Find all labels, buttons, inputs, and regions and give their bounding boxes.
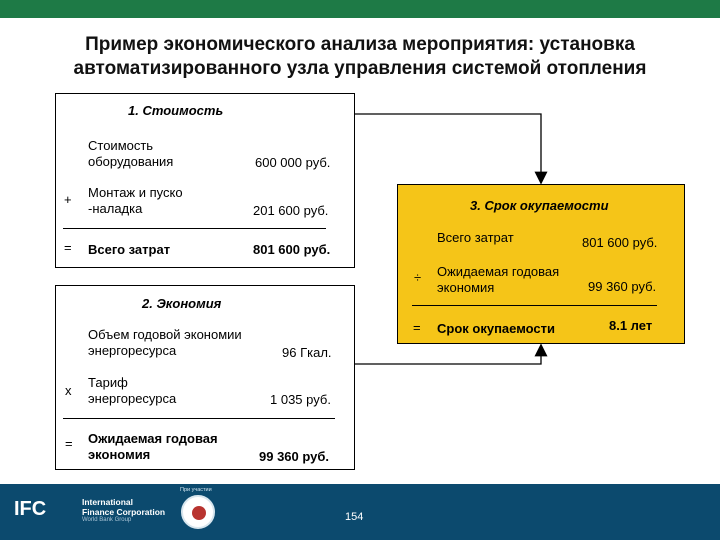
- savings-box-header: 2. Экономия: [142, 296, 222, 311]
- savings-row-volume-value: 96 Гкал.: [282, 345, 332, 360]
- payback-row-result-label: Срок окупаемости: [437, 321, 556, 336]
- savings-divider: [63, 418, 335, 419]
- cost-row-total-label: Всего затрат: [88, 242, 171, 257]
- cost-box-header: 1. Стоимость: [128, 103, 224, 118]
- ifc-org-line1: International: [82, 497, 134, 507]
- payback-row-savings-label: Ожидаемая годовая экономия: [437, 264, 560, 295]
- ifc-org-line2: Finance Corporation: [82, 507, 166, 517]
- cost-row-total-op: =: [64, 240, 72, 255]
- savings-row-expected-value: 99 360 руб.: [259, 449, 330, 464]
- cost-row-install-label: Монтаж и пуско -наладка: [88, 185, 183, 216]
- ifc-org-name: [82, 497, 165, 517]
- ifc-logo: IFC: [14, 498, 47, 520]
- payback-row-savings-op: ÷: [414, 270, 422, 285]
- payback-row-total-value: 801 600 руб.: [582, 235, 658, 250]
- savings-row-tariff-op: х: [65, 383, 72, 398]
- ifc-org-sub: World Bank Group: [82, 517, 132, 523]
- partner-seal-center: [192, 506, 206, 520]
- partner-seal-icon: [181, 495, 215, 529]
- payback-row-result-value: 8.1 лет: [609, 318, 653, 333]
- savings-row-expected-op: =: [65, 436, 73, 451]
- savings-row-tariff-value: 1 035 руб.: [270, 392, 331, 407]
- cost-divider: [63, 228, 326, 229]
- payback-row-result-op: =: [413, 320, 421, 335]
- arrow-savings-to-payback: [355, 346, 541, 364]
- arrow-cost-to-payback: [355, 114, 541, 182]
- cost-row-equipment-label: Стоимость оборудования: [88, 138, 174, 169]
- cost-row-total-value: 801 600 руб.: [253, 242, 331, 257]
- top-bar: [0, 0, 720, 18]
- cost-row-install-value: 201 600 руб.: [253, 203, 329, 218]
- savings-row-expected-label: Ожидаемая годовая экономия: [88, 431, 218, 462]
- page-title: Пример экономического анализа мероприятия: установка автоматизированного узла управления системой отопления: [73, 34, 647, 79]
- cost-row-equipment-value: 600 000 руб.: [255, 155, 331, 170]
- savings-row-volume-label: Объем годовой экономии энергоресурса: [88, 327, 242, 358]
- payback-row-total-label: Всего затрат: [437, 230, 514, 245]
- partner-label: При участии: [180, 487, 212, 493]
- savings-row-tariff-label: Тариф энергоресурса: [88, 375, 177, 406]
- payback-divider: [412, 305, 657, 306]
- payback-box-header: 3. Срок окупаемости: [470, 198, 609, 213]
- payback-row-savings-value: 99 360 руб.: [588, 279, 657, 294]
- page-number: 154: [345, 511, 364, 523]
- cost-row-install-op: +: [64, 192, 72, 207]
